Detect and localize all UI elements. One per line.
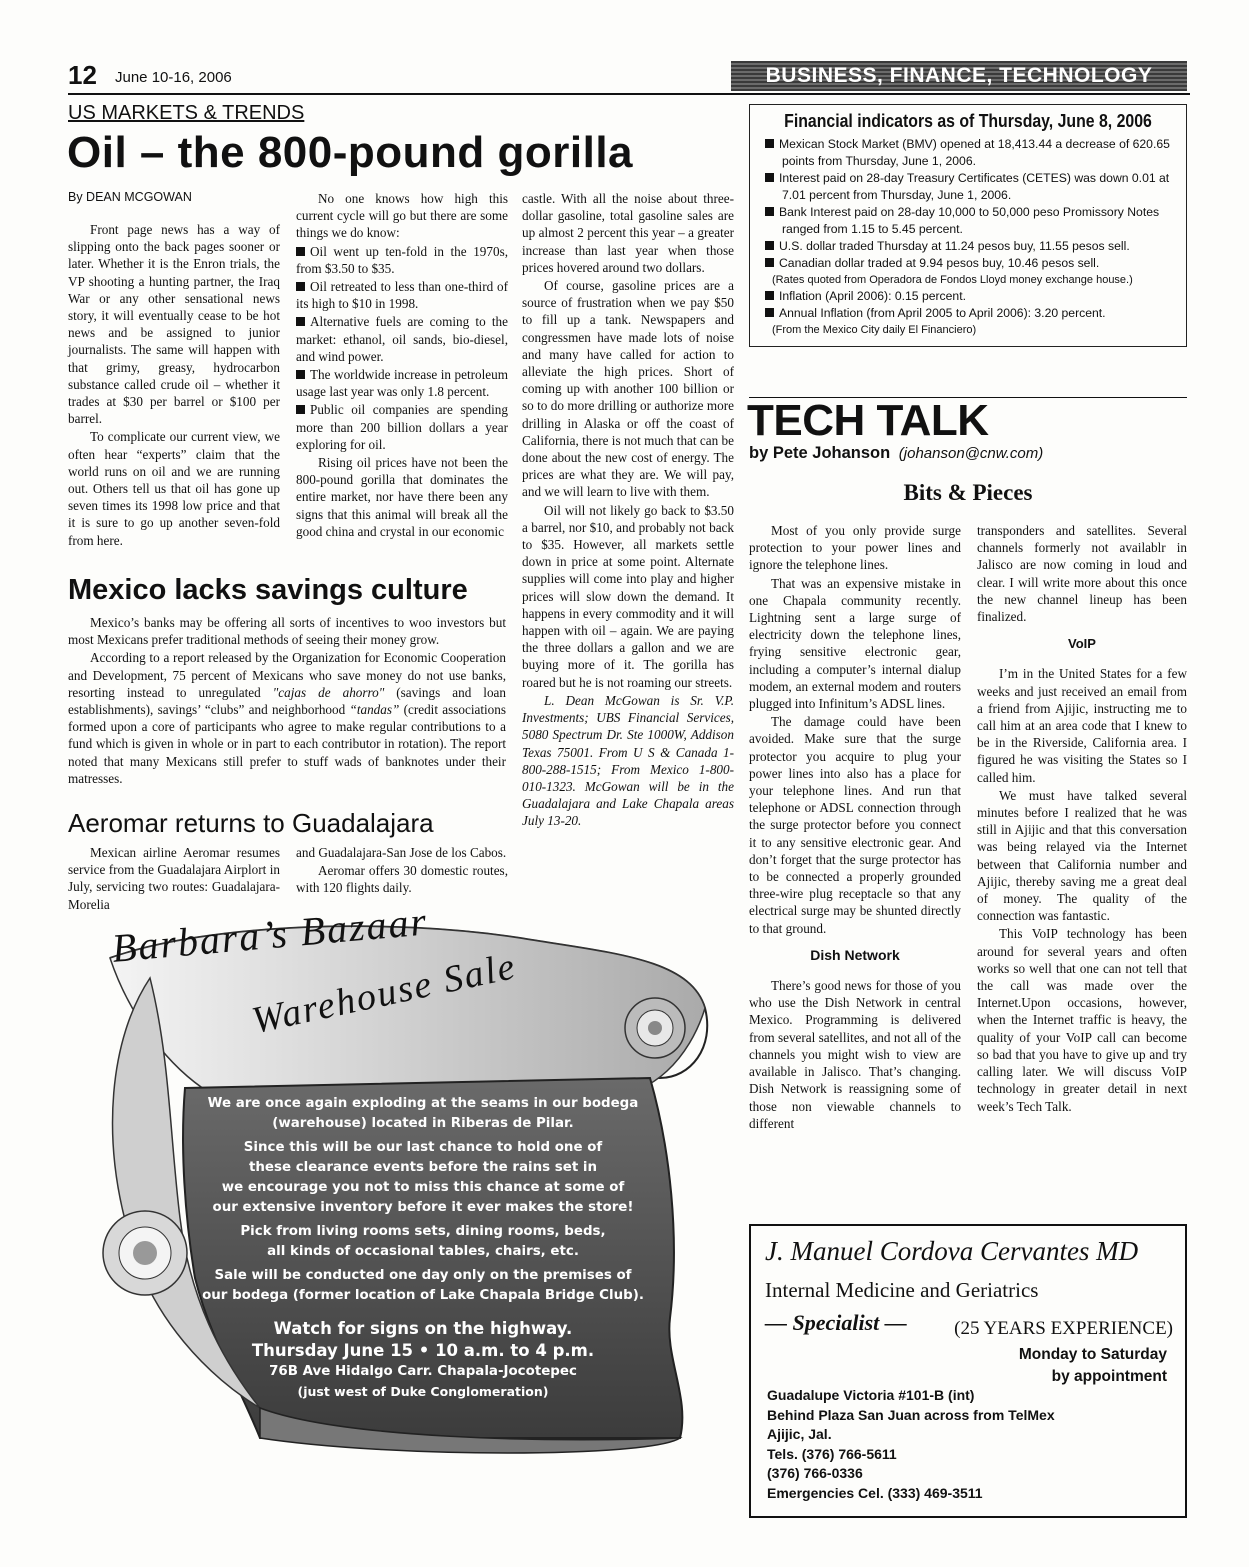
bazaar-line: we encourage you not to miss this chance at some of — [221, 1180, 625, 1195]
square-bullet-icon — [296, 370, 305, 379]
doctor-experience: (25 YEARS EXPERIENCE) — [954, 1318, 1173, 1339]
tech-paragraph: This VoIP technology has been around for several years and often works so well that one can not tell that the call was made over the Internet.Upon occasions, however, when the Internet traffic is heavy, the quality of your VoIP call can become so bad that you have to give up and try calling later. We will discuss VoIP technology in greater detail in next week’s Tech Talk. — [977, 926, 1187, 1114]
doctor-name: J. Manuel Cordova Cervantes MD — [765, 1236, 1139, 1266]
financial-item: Canadian dollar traded at 9.94 pesos buy, 10.46 pesos sell. — [756, 255, 1180, 272]
doctor-address-line: Guadalupe Victoria #101-B (int) — [767, 1387, 975, 1403]
issue-date: June 10-16, 2006 — [115, 69, 232, 86]
doctor-address-line: Behind Plaza San Juan across from TelMex — [767, 1406, 1055, 1423]
savings-paragraph: Mexico’s banks may be offering all sorts of incentives to woo investors but most Mexicans prefer traditional methods of seeing their money grow. — [68, 615, 506, 648]
square-bullet-icon — [296, 282, 305, 291]
savings-paragraph: According to a report released by the Organization for Economic Cooperation and Development, 75 percent of Mexicans who save money do not use banks, resorting instead to unregulated "cajas de ahorro" (savings and loan establishments), savings’ “clubs” and neighborhood “tandas” (credit associations formed upon a core of participants who agree to make regular contributions to a fund which is given in whole or in part to each contributor in rotation). The report noted that many Mexicans still prefer to stuff wads of banknotes under their matresses. — [68, 650, 506, 786]
oil-column-1 — [68, 221, 280, 550]
author-name: by Pete Johanson — [749, 444, 891, 462]
square-bullet-icon — [765, 258, 774, 267]
bazaar-line: all kinds of occasional tables, chairs, etc. — [267, 1244, 579, 1259]
doctor-appointment: by appointment — [1051, 1368, 1167, 1385]
oil-column-3 — [522, 190, 734, 831]
financial-item: U.S. dollar traded Thursday at 11.24 pesos buy, 11.55 pesos sell. — [756, 238, 1180, 255]
tech-paragraph: We must have talked several minutes before I realized that he was still in Ajijic and that this conversation was being relayed via the Internet between that California number and Ajijic, thereby saving me a great deal of money. The quality of the connection was fantastic. — [977, 787, 1187, 924]
savings-body — [68, 614, 506, 788]
square-bullet-icon — [765, 173, 774, 182]
aeromar-column-1 — [68, 844, 280, 914]
oil-bullet: Oil retreated to less than one-third of its high to $10 in 1998. — [296, 279, 508, 312]
aeromar-paragraph: Mexican airline Aeromar resumes service from the Guadalajara Airplort in July, servicing two routes: Guadalajara-Morelia — [68, 845, 280, 912]
tech-paragraph: There’s good news for those of you who use the Dish Network in central Mexico. Programming is delivered from several satellites, and not all of the channels you might wish to view are available in Jalisco. That’s changing. Dish Network is reassigning some of those non viewable channels to different — [749, 978, 961, 1131]
square-bullet-icon — [765, 308, 774, 317]
bazaar-title: Barbara’s Bazaar — [110, 898, 430, 971]
financial-item: Inflation (April 2006): 0.15 percent. — [756, 288, 1180, 305]
bazaar-line: Sale will be conducted one day only on the premises of — [214, 1268, 632, 1283]
doctor-ad-box — [749, 1224, 1187, 1518]
oil-column-2 — [296, 190, 508, 541]
bazaar-address: 76B Ave Hidalgo Carr. Chapala-Jocotepec — [269, 1364, 577, 1379]
square-bullet-icon — [765, 139, 774, 148]
square-bullet-icon — [296, 247, 305, 256]
tech-paragraph: I’m in the United States for a few weeks and just received an email from a friend from Ajijic, instructing me to call him at an area code that I knew to be in the Riverside, California area. I figured he was visiting the States so I called him. — [977, 666, 1187, 785]
financial-title: Financial indicators as of Thursday, June 8, 2006 — [784, 111, 1152, 131]
financial-indicators-box — [749, 104, 1187, 347]
article-kicker: US MARKETS & TRENDS — [68, 102, 305, 124]
oil-headline: Oil – the 800-pound gorilla — [67, 128, 634, 177]
financial-source-note: (From the Mexico City daily El Financiero) — [772, 324, 977, 336]
oil-byline: By DEAN MCGOWAN — [68, 190, 192, 204]
tech-column-1 — [749, 522, 961, 1133]
bazaar-line: our extensive inventory before it ever makes the store! — [212, 1200, 634, 1215]
tech-talk-byline — [749, 444, 1043, 463]
square-bullet-icon — [296, 317, 305, 326]
doctor-address-line: Tels. (376) 766-5611 — [767, 1445, 897, 1462]
aeromar-column-2 — [296, 844, 508, 898]
doctor-specialist: — Specialist — — [765, 1310, 907, 1335]
oil-paragraph: castle. With all the noise about three-dollar gasoline, total gasoline sales are up almost 2 percent this year – a greater increase than last year when those prices hovered around two dollars. — [522, 191, 734, 275]
oil-bullet: Public oil companies are spending more than 200 billion dollars a year exploring for oil. — [296, 402, 508, 452]
bazaar-line: (warehouse) located in Riberas de Pilar. — [272, 1116, 574, 1131]
voip-heading: VoIP — [1068, 636, 1096, 652]
bazaar-highlight: Thursday June 15 • 10 a.m. to 4 p.m. — [251, 1341, 595, 1360]
section-banner: BUSINESS, FINANCE, TECHNOLOGY — [731, 61, 1187, 91]
square-bullet-icon — [765, 291, 774, 300]
aeromar-paragraph: and Guadalajara-San Jose de los Cabos. — [296, 845, 507, 860]
financial-item: Annual Inflation (from April 2005 to April 2006): 3.20 percent. — [756, 305, 1180, 322]
financial-item: Interest paid on 28-day Treasury Certificates (CETES) was down 0.01 at 7.01 percent from Thursday, June 1, 2006. — [756, 170, 1180, 204]
bazaar-line: Since this will be our last chance to hold one of — [243, 1140, 603, 1155]
oil-paragraph: Rising oil prices have not been the 800-pound gorilla that dominates the entire market, nor have there been any signs that this animal will break all the good china and crystal in our economic — [296, 455, 508, 539]
author-bio: L. Dean McGowan is Sr. V.P. Investments; UBS Financial Services, 5080 Spectrum Dr. Ste 1000W, Addison Texas 75001. From U S & Canada 1-800-288-1515; From Mexico 1-800-010-1323. McGowan will be in the Guadalajara and Lake Chapala areas July 13-20. — [522, 692, 734, 829]
dish-network-heading: Dish Network — [810, 946, 900, 963]
oil-paragraph: No one knows how high this current cycle will go but there are some things we do know: — [296, 191, 508, 241]
aeromar-headline: Aeromar returns to Guadalajara — [68, 808, 434, 838]
doctor-address-line: Emergencies Cel. (333) 469-3511 — [767, 1484, 983, 1501]
financial-item: Bank Interest paid on 28-day 10,000 to 50,000 peso Promissory Notes ranged from 1.15 to 5.45 percent. — [756, 204, 1180, 238]
bazaar-line: these clearance events before the rains set in — [248, 1160, 598, 1175]
financial-rates-note: (Rates quoted from Operadora de Fondos Lloyd money exchange house.) — [772, 274, 1133, 286]
tech-paragraph: Most of you only provide surge protection to your power lines and ignore the telephone lines. — [749, 523, 961, 573]
oil-bullet: The worldwide increase in petroleum usage last year was only 1.8 percent. — [296, 367, 508, 400]
oil-bullet: Alternative fuels are coming to the market: ethanol, oil sands, bio-diesel, and wind power. — [296, 314, 508, 364]
bazaar-address: (just west of Duke Conglomeration) — [297, 1384, 549, 1399]
tech-column-2 — [977, 522, 1187, 1116]
oil-paragraph: Oil will not likely go back to $3.50 a barrel, nor $10, and probably not back to $35. However, all markets settle down in price at some point. Alternate supplies will come into play and higher prices will slow down the demand. It happens in every commodity and it will happen with oil – again. We are paying the three dollars a gallon and we are buying more of it. The gorilla has roared but he is not roaming our streets. — [522, 502, 734, 690]
oil-paragraph: Front page news has a way of slipping onto the back pages sooner or later. Whether it is the Enron trials, the VP shooting a hunting partner, the Iraq War or any other sensational news story, it will eventually cease to be hot news and be assigned to junior journalists. The same will happen with that grimy, greasy, hydrocarbon substance called crude oil – whether it trades at $30 per barrel or $100 per barrel. — [68, 222, 280, 427]
square-bullet-icon — [296, 405, 305, 414]
page-number: 12 — [68, 60, 97, 90]
bazaar-line: Pick from living rooms sets, dining rooms, beds, — [240, 1224, 606, 1239]
bazaar-ad-text — [188, 1094, 658, 1402]
tech-talk-title: TECH TALK — [747, 396, 989, 445]
oil-bullet: Oil went up ten-fold in the 1970s, from $3.50 to $35. — [296, 243, 508, 276]
bazaar-line: our bodega (former location of Lake Chapala Bridge Club). — [202, 1288, 644, 1303]
doctor-specialty: Internal Medicine and Geriatrics — [765, 1278, 1039, 1302]
square-bullet-icon — [765, 207, 774, 216]
doctor-address-line: (376) 766-0336 — [767, 1465, 863, 1481]
tech-paragraph: transponders and satellites. Several channels formerly not availablr in Jalisco are now coming in loud and clear. I will write more about this once the new channel lineup has been finalized. — [977, 523, 1187, 625]
author-email: (johanson@cnw.com) — [898, 445, 1044, 462]
financial-item: Mexican Stock Market (BMV) opened at 18,413.44 a decrease of 620.65 points from Thursday, June 1, 2006. — [756, 136, 1180, 170]
bazaar-subtitle: Warehouse Sale — [248, 945, 521, 1043]
bazaar-line: We are once again exploding at the seams in our bodega — [207, 1096, 639, 1111]
doctor-address — [767, 1386, 1055, 1503]
doctor-address-line: Ajijic, Jal. — [767, 1426, 832, 1442]
aeromar-paragraph: Aeromar offers 30 domestic routes, with 120 flights daily. — [296, 863, 508, 896]
tech-paragraph: That was an expensive mistake in one Chapala community recently. Lightning sent a large surge of electricity down the telephone lines, frying sensitive electronic gear, including a computer’s internal dialup modem, an external modem and routers plugged into Infinitum’s ADSL lines. — [749, 575, 961, 712]
header-rule — [68, 93, 1190, 95]
oil-paragraph: Of course, gasoline prices are a source of frustration when we pay $50 to fill up a tank. Newspapers and congressmen have made lots of noise and many have called for action to alleviate the high prices. Short of coming up with another 100 billion or so to do more drilling or authorize more drilling in Alaska or off the coast of California, there is not much that can be done about the new cost of energy. The prices are what they are. We will pay, and we will learn to live with them. — [522, 278, 734, 500]
tech-talk-subtitle: Bits & Pieces — [903, 480, 1033, 505]
bazaar-highlight: Watch for signs on the highway. — [273, 1319, 573, 1338]
square-bullet-icon — [765, 241, 774, 250]
tech-paragraph: The damage could have been avoided. Make sure that the surge protector you acquire to plug your power lines into also has a place for your telephone lines. And run that telephone or ADSL connection through the surge protector before you connect it to any sensitive electronic gear. And don’t forget that the surge protector has to be connected a properly grounded three-wire plug receptacle so that any electrical surge may be shunted directly to that ground. — [749, 714, 961, 936]
savings-headline: Mexico lacks savings culture — [68, 574, 468, 606]
oil-paragraph: To complicate our current view, we often hear “experts” claim that the world runs on oil and we are running out. Others tell us that oil has gone up seven times its 1998 low price and that it is sure to go up another seven-fold from here. — [68, 429, 280, 548]
doctor-days: Monday to Saturday — [1018, 1346, 1167, 1363]
